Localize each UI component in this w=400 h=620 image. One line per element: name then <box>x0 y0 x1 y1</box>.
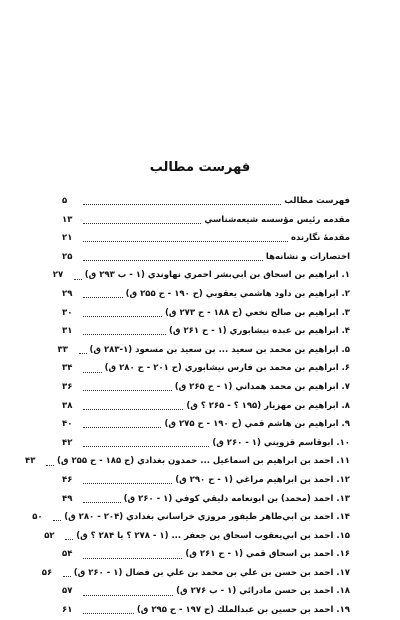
toc-entry-page-number: ۵۷ <box>62 586 73 597</box>
toc-entry-label: ۱۲. احمد بن ابراهيم مراغي (۱ - ح ۲۹۰ ق) <box>175 474 350 485</box>
toc-entry-label: ۹. ابراهيم بن هاشم قمي (ح ۱۹۰ - ح ۲۷۵ ق) <box>164 419 350 430</box>
toc-entry <box>62 229 350 248</box>
table-of-contents <box>25 192 350 620</box>
toc-entry-label: ۸. ابراهيم بن مهزيار (۱۹۵ ؟ - ۲۶۵ ؟ ق) <box>186 400 350 411</box>
page-title: فهرست مطالب <box>149 160 251 175</box>
dot-leader <box>79 352 87 354</box>
toc-entry-label: ۱۳. احمد (محمد) بن ابونعامه دليقي كوفي (۱ - ۲۶۰ ق) <box>123 493 350 504</box>
toc-entry <box>62 582 350 601</box>
toc-entry <box>62 378 350 397</box>
dot-leader <box>74 278 82 280</box>
dot-leader <box>83 408 183 410</box>
toc-entry <box>62 434 350 453</box>
dot-leader <box>83 333 166 335</box>
toc-entry-page-number: ۶۱ <box>62 605 73 616</box>
toc-entry-page-number: ۴۲ <box>62 437 73 448</box>
toc-entry-page-number: ۲۵ <box>62 251 73 262</box>
dot-leader <box>83 501 121 503</box>
toc-entry <box>62 490 350 509</box>
toc-entry-label: ۱۵. احمد بن ابي‌يعقوب اسحاق بن جعفر ... (۱ - ۲۷۸ ؟ يا ۲۸۴ ؟ ق) <box>76 530 350 541</box>
toc-entry-label: ۲. ابراهيم بن داود هاشمي يعقوبي (ح ۱۹۰ - ح ۲۵۵ ق) <box>125 288 350 299</box>
dot-leader <box>83 240 288 242</box>
toc-entry-page-number: ۱۳ <box>62 214 73 225</box>
toc-entry <box>62 471 350 490</box>
toc-entry <box>62 397 350 416</box>
toc-entry-label: مقدمه رئيس مؤسسه شيعه‌شناسي <box>204 214 350 225</box>
toc-entry-page-number: ۳۴ <box>62 363 73 374</box>
dot-leader <box>65 538 73 540</box>
toc-entry <box>52 266 350 285</box>
dot-leader <box>83 482 172 484</box>
toc-entry <box>44 527 350 546</box>
toc-entry-page-number: ۳۰ <box>62 307 73 318</box>
toc-entry-label: ۶. ابراهيم بن محمد بن فارس نيشابوري (ح ۲۰۱ - ح ۲۸۰ ق) <box>104 363 350 374</box>
toc-entry-page-number: ۳۳ <box>57 344 68 355</box>
dot-leader <box>46 464 54 466</box>
toc-entry-page-number: ۲۱ <box>62 233 73 244</box>
toc-entry-label: ۱۷. احمد بن حسن بن علي بن محمد بن علي بن فضال (۱ - ۲۶۰ ق) <box>73 567 350 578</box>
toc-entry <box>62 285 350 304</box>
toc-entry <box>32 508 350 527</box>
toc-entry <box>62 248 350 267</box>
toc-entry <box>62 359 350 378</box>
dot-leader <box>83 222 201 224</box>
dot-leader <box>83 296 123 298</box>
toc-entry-label: مقدمهٔ نگارنده <box>290 233 350 244</box>
toc-entry <box>62 192 350 211</box>
dot-leader <box>53 519 61 521</box>
toc-entry-label: ۱. ابراهيم بن اسحاق بن ابي‌بشر احمري نهاوندي (۱ - ب ۲۹۳ ق) <box>84 270 350 281</box>
toc-entry <box>25 452 350 471</box>
toc-entry-page-number: ۴۶ <box>62 474 73 485</box>
dot-leader <box>83 557 182 559</box>
toc-entry-page-number: ۳۸ <box>62 400 73 411</box>
toc-entry-page-number: ۵۴ <box>62 549 73 560</box>
toc-entry-page-number: ۳۱ <box>62 326 73 337</box>
dot-leader <box>63 575 71 577</box>
toc-entry-page-number: ۲۷ <box>52 270 64 281</box>
toc-entry-page-number: ۲۹ <box>62 288 73 299</box>
dot-leader <box>83 259 263 261</box>
toc-entry-label: ۵. ابراهيم بن محمد بن سعيد ... بن سعيد بن مسعود (۱-۲۸۳ ق) <box>89 344 350 355</box>
toc-entry-page-number: ۵۶ <box>41 567 53 578</box>
toc-entry <box>62 304 350 323</box>
toc-entry <box>57 341 350 360</box>
dot-leader <box>83 594 173 596</box>
toc-entry <box>41 564 350 583</box>
toc-entry-page-number: ۳۶ <box>62 381 73 392</box>
toc-entry-page-number: ۴۹ <box>62 493 73 504</box>
dot-leader <box>83 389 172 391</box>
toc-entry <box>62 601 350 620</box>
toc-entry-label: ۳. ابراهيم بن صالح نخعي (ح ۱۸۸ - ح ۲۷۳ ق) <box>165 307 350 318</box>
toc-entry-label: ۱۰. ابوقاسم قزويني (۱ - ۲۶۰ ق) <box>212 437 350 448</box>
toc-entry-label: ۱۶. احمد بن اسحاق قمي (۱ - ح ۲۶۱ ق) <box>185 549 350 560</box>
dot-leader <box>83 315 162 317</box>
toc-entry <box>62 545 350 564</box>
toc-entry-label: اختصارات و نشانه‌ها <box>265 251 350 262</box>
toc-entry-page-number: ۵۰ <box>32 512 43 523</box>
dot-leader <box>83 371 102 373</box>
toc-entry-label: ۱۱. احمد بن ابراهيم بن اسماعيل ... حمدون بغدادي (ح ۱۸۵ - ح ۲۵۵ ق) <box>57 456 350 467</box>
toc-entry-label: ۱۴. احمد بن ابي‌طاهر طيفور مروزي خراساني بغدادي (۲۰۴ - ۲۸۰ ق) <box>64 512 350 523</box>
toc-entry <box>62 211 350 230</box>
dot-leader <box>83 426 161 428</box>
toc-entry-label: ۷. ابراهيم بن محمد همداني (۱ - ح ۲۶۵ ق) <box>174 381 350 392</box>
toc-entry-label: ۴. ابراهيم بن عبده نيشابوري (۱ - ح ۲۶۱ ق) <box>169 326 350 337</box>
toc-entry-page-number: ۵ <box>62 196 68 206</box>
toc-entry-page-number: ۴۰ <box>62 419 73 430</box>
toc-entry-page-number: ۴۳ <box>25 456 36 467</box>
toc-entry-label: فهرست مطالب <box>284 196 350 206</box>
toc-entry <box>62 415 350 434</box>
toc-entry-page-number: ۵۲ <box>44 530 55 541</box>
dot-leader <box>83 445 209 447</box>
toc-entry <box>62 322 350 341</box>
dot-leader <box>83 203 281 205</box>
toc-entry-label: ۱۸. احمد بن حسن مادرائي (۱ - ب ۲۷۶ ق) <box>176 586 350 597</box>
dot-leader <box>83 612 134 614</box>
toc-entry-label: ۱۹. احمد بن حسين بن عبدالملك (ح ۱۹۷ - ح ۲۹۵ ق) <box>136 605 350 616</box>
